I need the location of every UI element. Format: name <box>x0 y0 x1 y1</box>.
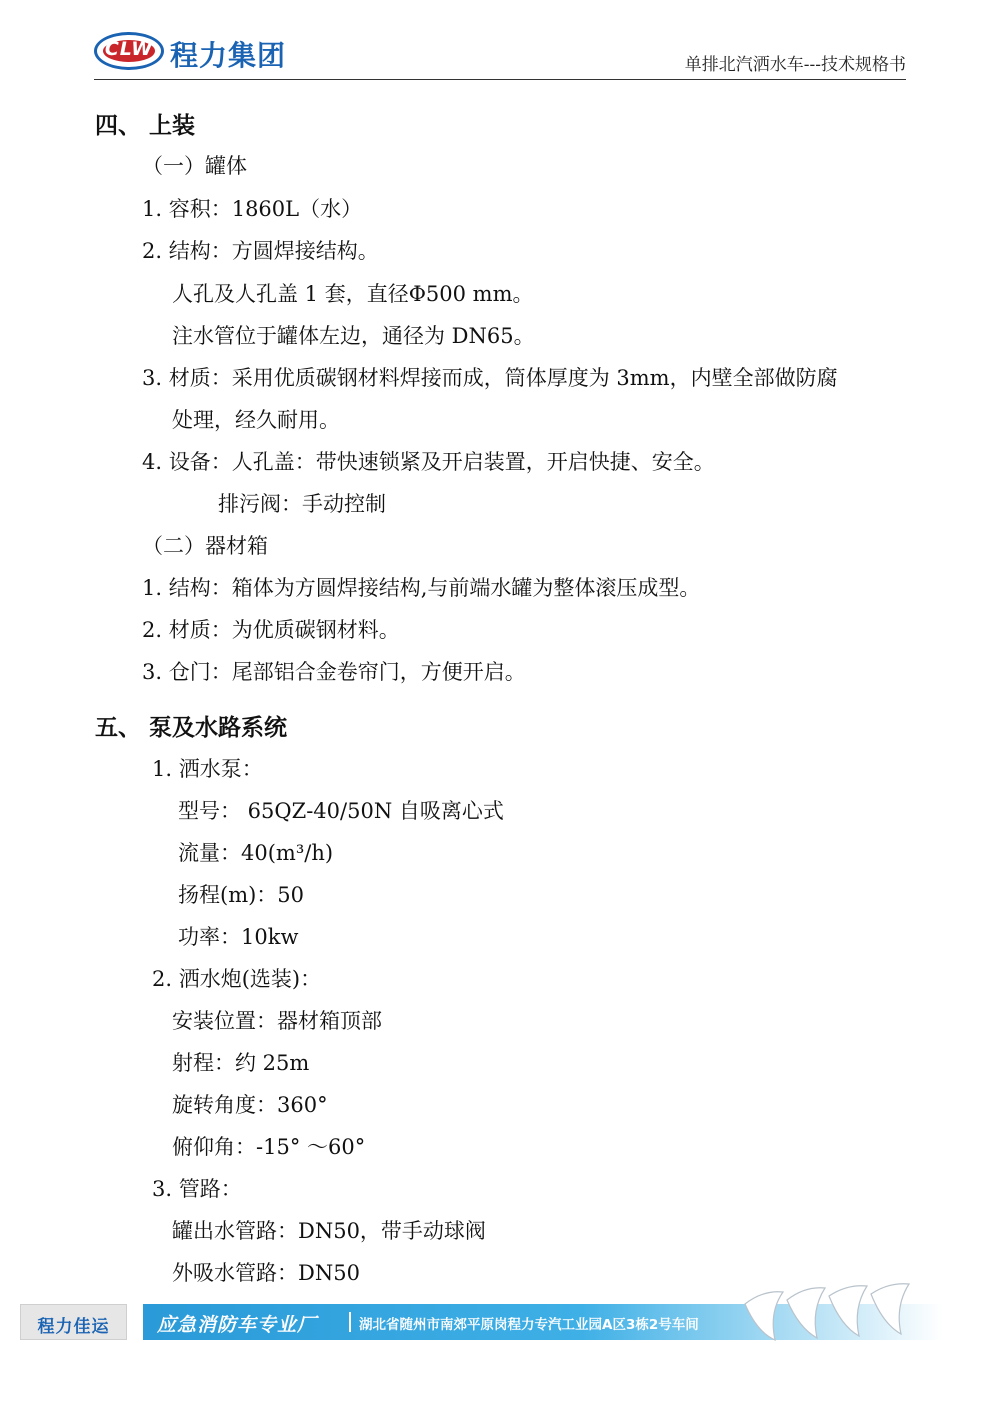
spec-line: 扬程(m)：50 <box>178 883 305 907</box>
footer-brand-box <box>20 1304 127 1340</box>
company-logo <box>94 32 314 72</box>
spec-line: 射程：约 25m <box>172 1051 310 1075</box>
spec-line: 人孔及人孔盖 1 套，直径Φ500 mm。 <box>172 282 534 306</box>
spec-line: 排污阀：手动控制 <box>218 492 386 516</box>
logo-mark: CLW <box>104 38 154 60</box>
spec-line: 外吸水管路：DN50 <box>172 1261 360 1285</box>
subsection-heading-tank: （一）罐体 <box>142 154 247 178</box>
spec-line: 1. 洒水泵： <box>152 757 263 781</box>
spec-line: 1. 结构：箱体为方圆焊接结构,与前端水罐为整体滚压成型。 <box>142 576 701 600</box>
spec-line: 处理，经久耐用。 <box>172 408 340 432</box>
chevron-decoration-icon <box>735 1282 940 1354</box>
spec-line: 旋转角度：360° <box>172 1093 328 1117</box>
spec-line: 2. 材质：为优质碳钢材料。 <box>142 618 400 642</box>
spec-line: 俯仰角：-15° ～60° <box>172 1135 366 1159</box>
logo-name: 程力集团 <box>170 39 287 72</box>
section-heading-5: 五、 泵及水路系统 <box>95 715 288 741</box>
spec-line: 3. 管路： <box>152 1177 242 1201</box>
spec-line: 3. 材质：采用优质碳钢材料焊接而成，筒体厚度为 3mm，内壁全部做防腐 <box>142 366 838 390</box>
page-footer <box>0 1300 1000 1360</box>
spec-line: 2. 结构：方圆焊接结构。 <box>142 239 379 263</box>
spec-line: 流量：40(m³/h) <box>178 841 334 865</box>
spec-line: 功率：10kw <box>178 925 299 949</box>
header-divider <box>94 79 906 80</box>
document-title: 单排北汽洒水车---技术规格书 <box>684 55 906 75</box>
section-heading-4: 四、 上装 <box>95 113 196 139</box>
footer-slogan: 应急消防车专业厂 <box>157 1314 318 1336</box>
spec-line: 罐出水管路：DN50，带手动球阀 <box>172 1219 486 1243</box>
spec-line: 型号： 65QZ-40/50N 自吸离心式 <box>178 799 504 823</box>
footer-address: 湖北省随州市南郊平原岗程力专汽工业园A区3栋2号车间 <box>359 1317 699 1333</box>
spec-line: 注水管位于罐体左边，通径为 DN65。 <box>172 324 535 348</box>
spec-line: 1. 容积：1860L（水） <box>142 197 363 221</box>
page-header <box>0 0 1000 84</box>
spec-line: 2. 洒水炮(选装)： <box>152 967 322 991</box>
footer-separator <box>349 1312 351 1332</box>
spec-line: 4. 设备：人孔盖：带快速锁紧及开启装置，开启快捷、安全。 <box>142 450 715 474</box>
spec-line: 3. 仓门：尾部铝合金卷帘门，方便开启。 <box>142 660 526 684</box>
subsection-heading-equipment-box: （二）器材箱 <box>142 534 268 558</box>
footer-brand: 程力佳运 <box>37 1317 110 1337</box>
spec-line: 安装位置：器材箱顶部 <box>172 1009 382 1033</box>
